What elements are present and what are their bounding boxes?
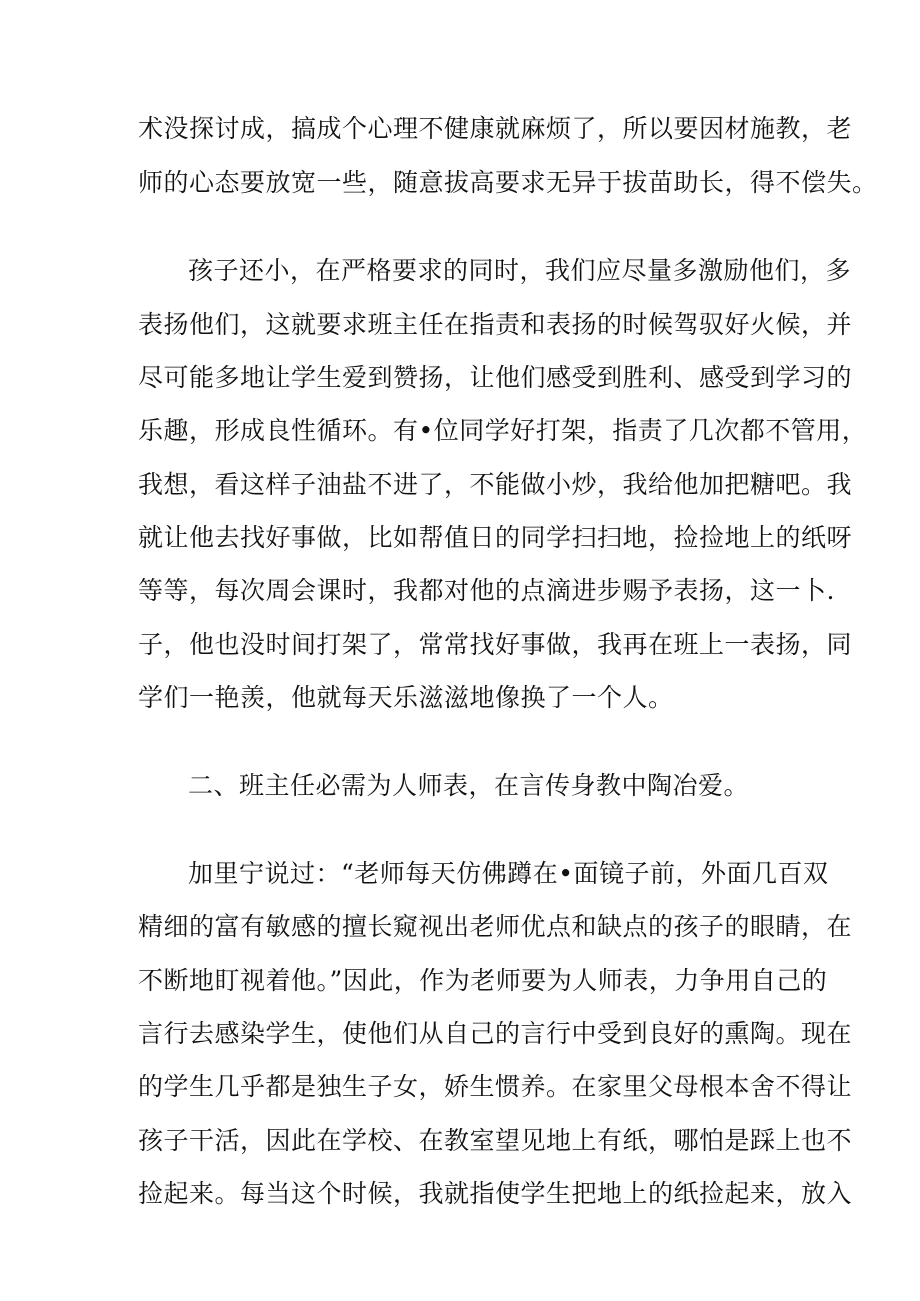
paragraph-2-line-3: 尽可能多地让学生爱到赞扬，让他们感受到胜利、感受到学习的 [138, 363, 853, 392]
paragraph-3-line-6: 孩子干活，因此在学校、在教室望见地上有纸，哪怕是踩上也不 [138, 1126, 853, 1155]
paragraph-3-line-5: 的学生几乎都是独生子女，娇生惯养。在家里父母根本舍不得让 [138, 1072, 853, 1101]
paragraph-2-line-5: 我想，看这样子油盐不进了，不能做小炒，我给他加把糖吧。我 [138, 470, 853, 499]
paragraph-3-line-3: 不断地盯视着他。”因此，作为老师要为人师表，力争用自己的 [138, 966, 828, 995]
paragraph-3-line-4: 言行去感染学生，使他们从自己的言行中受到良好的熏陶。现在 [138, 1019, 853, 1048]
paragraph-2-line-4: 乐趣，形成良性循环。有•位同学好打架，指责了几次都不管用， [138, 416, 868, 445]
paragraph-2-line-6: 就让他去找好事做，比如帮值日的同学扫扫地，捡捡地上的纸呀 [138, 523, 853, 552]
paragraph-1-line-1: 术没探讨成，搞成个心理不健康就麻烦了，所以要因材施教，老 [138, 114, 853, 143]
paragraph-1-line-2: 师的心态要放宽一些，随意拔高要求无异于拔苗助长，得不偿失。 [138, 168, 878, 197]
paragraph-2-line-8: 子，他也没时间打架了，常常找好事做，我再在班上一表扬，同 [138, 630, 853, 659]
paragraph-2-line-1: 孩子还小，在严格要求的同时，我们应尽量多激励他们，多 [188, 256, 852, 285]
paragraph-2-line-9: 学们一艳羡，他就每天乐滋滋地像换了一个人。 [138, 683, 674, 712]
paragraph-2-line-2: 表扬他们，这就要求班主任在指责和表扬的时候驾驭好火候，并 [138, 310, 853, 339]
section-heading: 二、班主任必需为人师表，在言传身教中陶冶爱。 [188, 771, 750, 800]
paragraph-3-line-1: 加里宁说过：“老师每天仿佛蹲在•面镜子前，外面几百双 [188, 859, 829, 888]
paragraph-3-line-2: 精细的富有敏感的擅长窥视出老师优点和缺点的孩子的眼睛，在 [138, 912, 853, 941]
paragraph-2-line-7: 等等，每次周会课时，我都对他的点滴进步赐予表扬，这一卜. [138, 576, 835, 605]
paragraph-3-line-7: 捡起来。每当这个时候，我就指使学生把地上的纸捡起来，放入 [138, 1179, 853, 1208]
